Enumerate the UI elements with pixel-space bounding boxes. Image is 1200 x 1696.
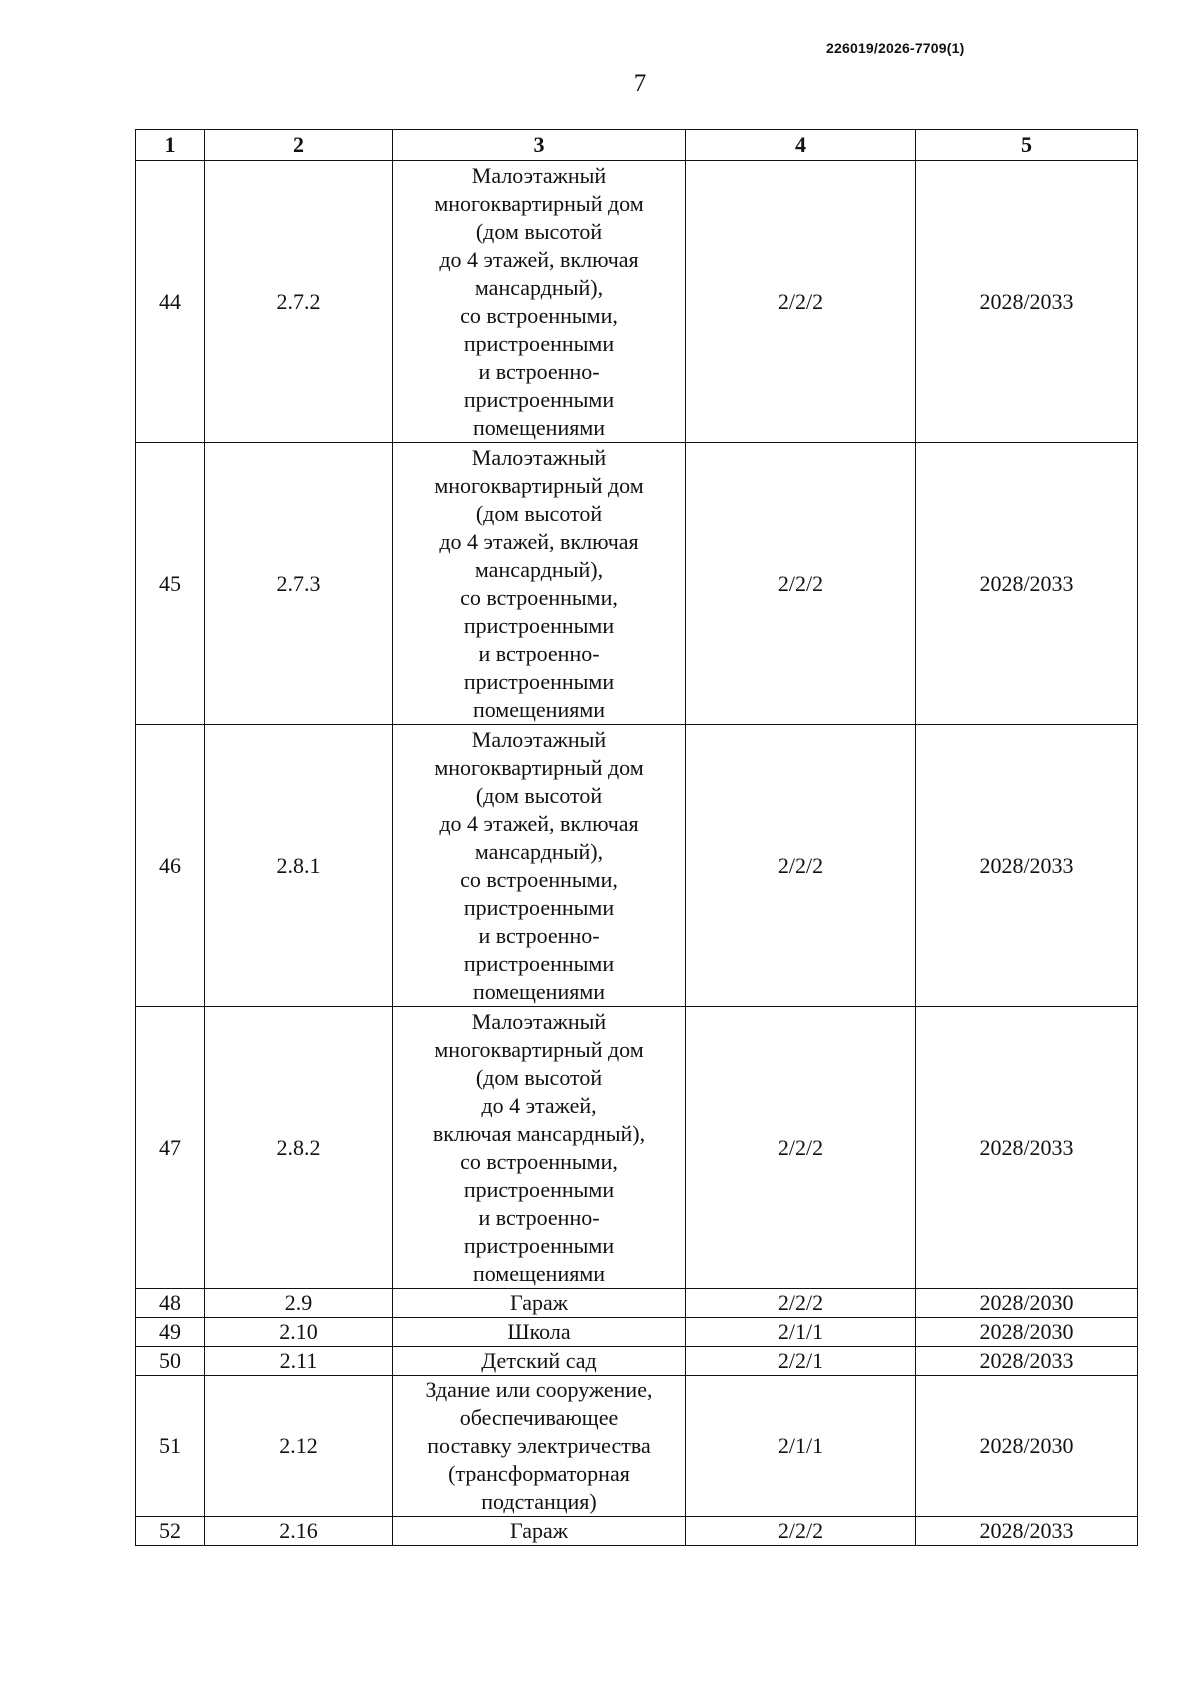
row-code: 2.8.2	[205, 1007, 393, 1289]
row-code: 2.12	[205, 1376, 393, 1517]
document-number: 226019/2026-7709(1)	[826, 40, 965, 56]
table-row	[136, 1007, 1138, 1289]
column-header-5: 5	[916, 130, 1138, 161]
row-description-cell	[393, 1289, 686, 1318]
column-header-3: 3	[393, 130, 686, 161]
table-row	[136, 1517, 1138, 1546]
row-description: Малоэтажный многоквартирный дом (дом высотой до 4 этажей, включая мансардный), со встроенными, пристроенными и встроенно- пристроенными помещениями	[434, 162, 644, 440]
row-number: 52	[136, 1517, 205, 1546]
table-header-row	[136, 130, 1138, 161]
row-ratio: 2/1/1	[686, 1376, 916, 1517]
row-code: 2.8.1	[205, 725, 393, 1007]
row-description: Здание или сооружение, обеспечивающее поставку электричества (трансформаторная подстанция)	[425, 1377, 653, 1514]
column-header-1: 1	[136, 130, 205, 161]
table-row	[136, 725, 1138, 1007]
row-description: Школа	[507, 1319, 571, 1344]
row-description: Гараж	[510, 1518, 568, 1543]
row-number: 46	[136, 725, 205, 1007]
row-code: 2.10	[205, 1318, 393, 1347]
column-header-2: 2	[205, 130, 393, 161]
row-number: 48	[136, 1289, 205, 1318]
table-row	[136, 443, 1138, 725]
column-header-4: 4	[686, 130, 916, 161]
row-description-cell	[393, 725, 686, 1007]
row-description: Малоэтажный многоквартирный дом (дом высотой до 4 этажей, включая мансардный), со встроенными, пристроенными и встроенно- пристроенными помещениями	[434, 726, 644, 1004]
row-description: Детский сад	[481, 1348, 597, 1373]
row-years: 2028/2030	[916, 1289, 1138, 1318]
registry-table	[135, 129, 1138, 1546]
row-code: 2.7.3	[205, 443, 393, 725]
row-years: 2028/2033	[916, 1517, 1138, 1546]
row-years: 2028/2033	[916, 1007, 1138, 1289]
row-description-cell	[393, 443, 686, 725]
row-years: 2028/2033	[916, 1347, 1138, 1376]
row-ratio: 2/1/1	[686, 1318, 916, 1347]
row-description-cell	[393, 1517, 686, 1546]
row-years: 2028/2030	[916, 1318, 1138, 1347]
row-ratio: 2/2/2	[686, 1289, 916, 1318]
row-code: 2.11	[205, 1347, 393, 1376]
table-row	[136, 1347, 1138, 1376]
row-ratio: 2/2/2	[686, 725, 916, 1007]
row-number: 50	[136, 1347, 205, 1376]
row-ratio: 2/2/2	[686, 443, 916, 725]
row-description-cell	[393, 161, 686, 443]
row-description: Малоэтажный многоквартирный дом (дом высотой до 4 этажей, включая мансардный), со встроенными, пристроенными и встроенно- пристроенными помещениями	[434, 444, 644, 722]
table-row	[136, 161, 1138, 443]
row-description-cell	[393, 1376, 686, 1517]
table-row	[136, 1376, 1138, 1517]
table-row	[136, 1318, 1138, 1347]
row-description: Малоэтажный многоквартирный дом (дом высотой до 4 этажей, включая мансардный), со встроенными, пристроенными и встроенно- пристроенными помещениями	[432, 1008, 646, 1286]
row-number: 45	[136, 443, 205, 725]
row-number: 51	[136, 1376, 205, 1517]
row-description-cell	[393, 1007, 686, 1289]
row-code: 2.7.2	[205, 161, 393, 443]
row-code: 2.9	[205, 1289, 393, 1318]
row-description-cell	[393, 1318, 686, 1347]
row-number: 44	[136, 161, 205, 443]
table-row	[136, 1289, 1138, 1318]
row-code: 2.16	[205, 1517, 393, 1546]
row-ratio: 2/2/2	[686, 161, 916, 443]
row-ratio: 2/2/2	[686, 1007, 916, 1289]
row-description-cell	[393, 1347, 686, 1376]
row-ratio: 2/2/1	[686, 1347, 916, 1376]
row-number: 49	[136, 1318, 205, 1347]
row-years: 2028/2033	[916, 443, 1138, 725]
row-years: 2028/2030	[916, 1376, 1138, 1517]
page-number: 7	[633, 70, 647, 97]
row-number: 47	[136, 1007, 205, 1289]
row-years: 2028/2033	[916, 161, 1138, 443]
row-ratio: 2/2/2	[686, 1517, 916, 1546]
row-description: Гараж	[510, 1290, 568, 1315]
row-years: 2028/2033	[916, 725, 1138, 1007]
